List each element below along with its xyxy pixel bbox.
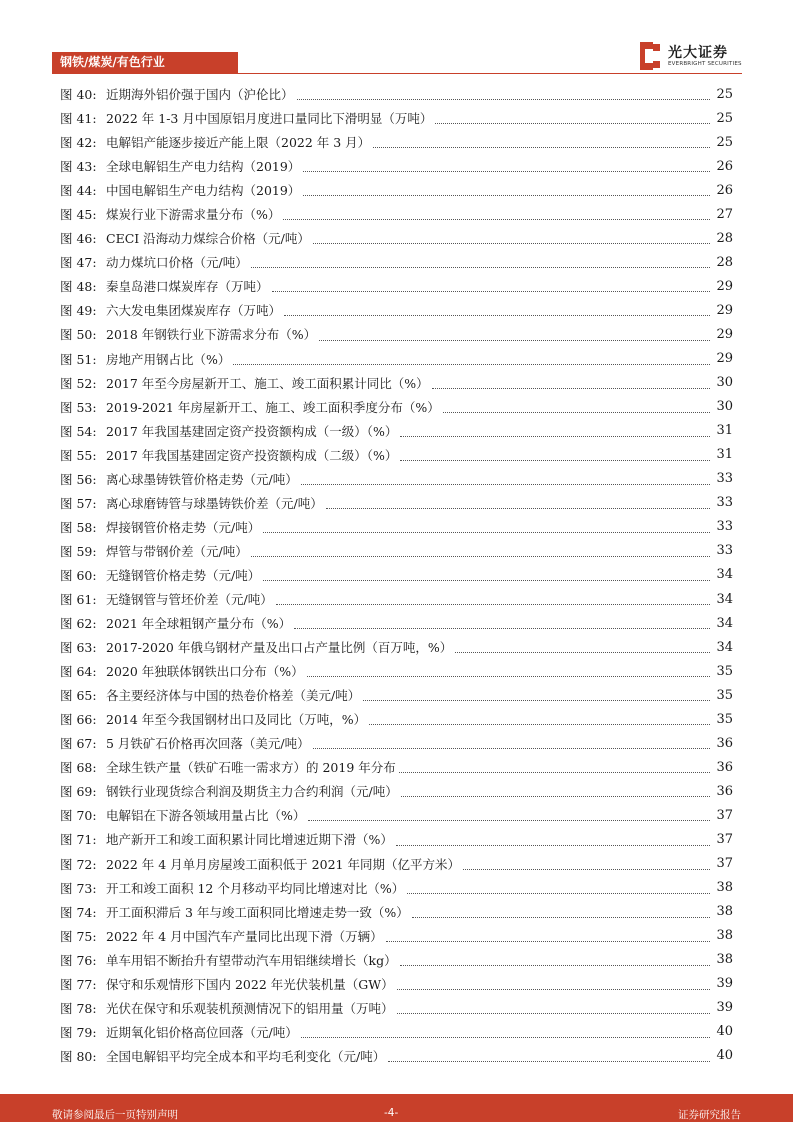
figure-title: 2017 年我国基建固定资产投资额构成（一级）（%） [106, 423, 398, 439]
figure-label: 图 65: [60, 688, 97, 704]
dot-leader [319, 339, 710, 341]
figure-title: 焊管与带钢价差（元/吨） [106, 543, 248, 559]
figure-title: 焊接钢管价格走势（元/吨） [106, 519, 261, 535]
toc-entry[interactable] [60, 852, 733, 876]
figure-label: 图 73: [60, 880, 97, 896]
figure-page-number: 36 [716, 735, 733, 751]
dot-leader [412, 916, 710, 918]
figure-title: 钢铁行业现货综合利润及期货主力合约利润（元/吨） [106, 784, 398, 800]
figure-title: CECI 沿海动力煤综合价格（元/吨） [106, 231, 310, 247]
figure-title: 电解铝产能逐步接近产能上限（2022 年 3 月） [106, 135, 371, 151]
figure-title: 近期海外铝价强于国内（沪伦比） [106, 87, 294, 103]
dot-leader [301, 1036, 710, 1038]
company-logo [638, 40, 748, 72]
figure-title: 开工面积滞后 3 年与竣工面积同比增速走势一致（%） [106, 904, 409, 920]
dot-leader [432, 387, 710, 389]
toc-entry[interactable] [60, 82, 733, 106]
figure-title: 光伏在保守和乐观装机预测情况下的铝用量（万吨） [106, 1000, 394, 1016]
figure-page-number: 30 [716, 399, 733, 415]
figure-title: 全球生铁产量（铁矿石唯一需求方）的 2019 年分布 [106, 760, 396, 776]
figure-label: 图 56: [60, 471, 97, 487]
figure-page-number: 29 [716, 351, 733, 367]
figure-title: 2020 年独联体钢铁出口分布（%） [106, 664, 304, 680]
toc-entry[interactable] [60, 827, 733, 851]
figure-title: 近期氧化铝价格高位回落（元/吨） [106, 1024, 298, 1040]
dot-leader [399, 771, 710, 773]
figure-label: 图 42: [60, 135, 97, 151]
figure-label: 图 60: [60, 567, 97, 583]
dot-leader [400, 964, 710, 966]
figure-title: 2017-2020 年俄乌钢材产量及出口占产量比例（百万吨，%） [106, 640, 453, 656]
figure-page-number: 38 [716, 880, 733, 896]
figure-label: 图 48: [60, 279, 97, 295]
figure-label: 图 69: [60, 784, 97, 800]
figure-title: 全国电解铝平均完全成本和平均毛利变化（元/吨） [106, 1048, 386, 1064]
toc-entry[interactable] [60, 443, 733, 467]
toc-entry[interactable] [60, 563, 733, 587]
figure-label: 图 70: [60, 808, 97, 824]
figure-page-number: 38 [716, 928, 733, 944]
figure-title: 离心球磨铸管与球墨铸铁价差（元/吨） [106, 495, 323, 511]
figure-label: 图 46: [60, 231, 97, 247]
figure-title: 开工和竣工面积 12 个月移动平均同比增速对比（%） [106, 880, 405, 896]
dot-leader [272, 290, 710, 292]
toc-entry[interactable] [60, 659, 733, 683]
dot-leader [276, 603, 710, 605]
figure-label: 图 44: [60, 183, 97, 199]
toc-entry[interactable] [60, 322, 733, 346]
dot-leader [301, 483, 710, 485]
section-label: 钢铁/煤炭/有色行业 [52, 52, 238, 73]
figure-label: 图 51: [60, 351, 97, 367]
figure-page-number: 31 [716, 447, 733, 463]
figure-title: 2017 年我国基建固定资产投资额构成（二级）（%） [106, 447, 398, 463]
dot-leader [463, 868, 710, 870]
toc-entry[interactable] [60, 1044, 733, 1068]
dot-leader [284, 314, 710, 316]
figure-label: 图 71: [60, 832, 97, 848]
figure-label: 图 77: [60, 976, 97, 992]
figure-page-number: 29 [716, 326, 733, 342]
dot-leader [363, 699, 710, 701]
dot-leader [455, 651, 710, 653]
dot-leader [313, 747, 710, 749]
figure-title: 全球电解铝生产电力结构（2019） [106, 159, 301, 175]
toc-entry[interactable] [60, 803, 733, 827]
dot-leader [373, 146, 710, 148]
dot-leader [397, 1012, 710, 1014]
figure-title: 房地产用钢占比（%） [106, 351, 231, 367]
figure-page-number: 25 [716, 134, 733, 150]
figure-label: 图 40: [60, 87, 97, 103]
figure-label: 图 80: [60, 1048, 97, 1064]
figure-title: 六大发电集团煤炭库存（万吨） [106, 303, 282, 319]
dot-leader [400, 459, 710, 461]
dot-leader [435, 122, 710, 124]
figure-title: 电解铝在下游各领域用量占比（%） [106, 808, 306, 824]
dot-leader [369, 723, 710, 725]
dot-leader [263, 531, 710, 533]
toc-entry[interactable] [60, 250, 733, 274]
figure-label: 图 76: [60, 952, 97, 968]
figure-label: 图 79: [60, 1024, 97, 1040]
toc-entry[interactable] [60, 900, 733, 924]
dot-leader [388, 1060, 710, 1062]
figure-title: 中国电解铝生产电力结构（2019） [106, 183, 301, 199]
figure-title: 2022 年 4 月中国汽车产量同比出现下滑（万辆） [106, 928, 383, 944]
figure-page-number: 37 [716, 856, 733, 872]
dot-leader [263, 579, 710, 581]
dot-leader [313, 242, 710, 244]
figure-page-number: 38 [716, 952, 733, 968]
dot-leader [308, 819, 710, 821]
toc-entry[interactable] [60, 154, 733, 178]
dot-leader [303, 194, 710, 196]
figure-page-number: 36 [716, 783, 733, 799]
figure-title: 无缝钢管价格走势（元/吨） [106, 567, 261, 583]
figure-page-number: 29 [716, 302, 733, 318]
figure-label: 图 58: [60, 519, 97, 535]
toc-entry[interactable] [60, 587, 733, 611]
figure-page-number: 25 [716, 110, 733, 126]
figure-label: 图 62: [60, 616, 97, 632]
dot-leader [397, 988, 710, 990]
toc-entry[interactable] [60, 611, 733, 635]
header-divider [52, 73, 742, 74]
toc-entry[interactable] [60, 1020, 733, 1044]
figure-title: 无缝钢管与管坯价差（元/吨） [106, 592, 273, 607]
figure-label: 图 57: [60, 495, 97, 511]
figure-page-number: 35 [716, 711, 733, 727]
figure-page-number: 31 [716, 423, 733, 439]
dot-leader [233, 363, 710, 365]
figure-label: 图 53: [60, 399, 97, 415]
figure-page-number: 40 [716, 1048, 733, 1064]
figure-label: 图 63: [60, 640, 97, 656]
figure-page-number: 33 [716, 519, 733, 535]
figure-label: 图 64: [60, 664, 97, 680]
figure-label: 图 49: [60, 303, 97, 319]
figure-label: 图 52: [60, 375, 97, 391]
dot-leader [251, 555, 710, 557]
figure-label: 图 45: [60, 207, 97, 223]
figure-label: 图 78: [60, 1000, 97, 1016]
figure-label: 图 55: [60, 447, 97, 463]
toc-entry[interactable] [60, 106, 733, 130]
dot-leader [297, 98, 710, 100]
figure-label: 图 43: [60, 159, 97, 175]
toc-entry[interactable] [60, 298, 733, 322]
figure-title: 2017 年至今房屋新开工、施工、竣工面积累计同比（%） [106, 375, 429, 391]
figure-page-number: 33 [716, 543, 733, 559]
figure-label: 图 75: [60, 928, 97, 944]
toc-entry[interactable] [60, 515, 733, 539]
logo-text-cn: 光大证券 [668, 45, 728, 61]
figure-page-number: 35 [716, 663, 733, 679]
toc-entry[interactable] [60, 491, 733, 515]
logo-mark-icon [638, 40, 662, 72]
figure-title: 单车用铝不断抬升有望带动汽车用铝继续增长（kg） [106, 952, 397, 968]
figure-page-number: 34 [716, 639, 733, 655]
figure-title: 2019-2021 年房屋新开工、施工、竣工面积季度分布（%） [106, 399, 440, 415]
toc-entry[interactable] [60, 755, 733, 779]
figure-page-number: 40 [716, 1024, 733, 1040]
figure-page-number: 36 [716, 759, 733, 775]
toc-entry[interactable] [60, 972, 733, 996]
figure-title: 2018 年钢铁行业下游需求分布（%） [106, 327, 317, 343]
figure-title: 5 月铁矿石价格再次回落（美元/吨） [106, 736, 310, 752]
figure-page-number: 26 [716, 158, 733, 174]
figure-page-number: 34 [716, 591, 733, 607]
footer-report-type: 证券研究报告 [678, 1109, 741, 1121]
toc-entry[interactable] [60, 948, 733, 972]
toc-entry[interactable] [60, 178, 733, 202]
dot-leader [400, 435, 710, 437]
figure-label: 图 68: [60, 760, 97, 776]
toc-entry[interactable] [60, 347, 733, 371]
figure-label: 图 50: [60, 327, 97, 343]
figure-title: 煤炭行业下游需求量分布（%） [106, 207, 281, 223]
toc-entry[interactable] [60, 731, 733, 755]
footer-disclaimer: 敬请参阅最后一页特别声明 [52, 1109, 178, 1121]
figure-title: 保守和乐观情形下国内 2022 年光伏装机量（GW） [106, 976, 394, 992]
toc-entry[interactable] [60, 707, 733, 731]
figure-page-number: 28 [716, 230, 733, 246]
toc-entry[interactable] [60, 130, 733, 154]
figure-page-number: 33 [716, 471, 733, 487]
figure-label: 图 54: [60, 423, 97, 439]
figure-page-number: 37 [716, 831, 733, 847]
figure-label: 图 66: [60, 712, 97, 728]
figure-label: 图 61: [60, 592, 97, 607]
toc-entry[interactable] [60, 371, 733, 395]
figure-label: 图 41: [60, 111, 97, 127]
figure-title: 各主要经济体与中国的热卷价格差（美元/吨） [106, 688, 361, 704]
dot-leader [307, 675, 710, 677]
figure-title: 动力煤坑口价格（元/吨） [106, 255, 248, 271]
footer-page-number: -4- [384, 1107, 399, 1119]
figure-label: 图 72: [60, 856, 97, 872]
figure-page-number: 25 [716, 86, 733, 102]
figure-title: 2022 年 1-3 月中国原铝月度进口量同比下滑明显（万吨） [106, 111, 433, 127]
figure-page-number: 29 [716, 278, 733, 294]
toc-entry[interactable] [60, 395, 733, 419]
figure-page-number: 39 [716, 1000, 733, 1016]
figure-page-number: 38 [716, 904, 733, 920]
figure-list [60, 82, 733, 1068]
dot-leader [396, 844, 710, 846]
toc-entry[interactable] [60, 539, 733, 563]
figure-page-number: 26 [716, 182, 733, 198]
toc-entry[interactable] [60, 202, 733, 226]
dot-leader [303, 170, 710, 172]
logo-text-en: EVERBRIGHT SECURITIES [668, 61, 742, 67]
toc-entry[interactable] [60, 683, 733, 707]
figure-title: 2021 年全球粗钢产量分布（%） [106, 616, 292, 632]
toc-entry[interactable] [60, 419, 733, 443]
dot-leader [401, 795, 710, 797]
toc-entry[interactable] [60, 467, 733, 491]
toc-entry[interactable] [60, 779, 733, 803]
figure-page-number: 34 [716, 615, 733, 631]
figure-label: 图 59: [60, 543, 97, 559]
toc-entry[interactable] [60, 876, 733, 900]
figure-label: 图 67: [60, 736, 97, 752]
figure-title: 离心球墨铸铁管价格走势（元/吨） [106, 471, 298, 487]
figure-title: 2014 年至今我国钢材出口及同比（万吨，%） [106, 712, 367, 728]
figure-title: 2022 年 4 月单月房屋竣工面积低于 2021 年同期（亿平方米） [106, 856, 460, 872]
figure-label: 图 74: [60, 904, 97, 920]
toc-entry[interactable] [60, 274, 733, 298]
toc-entry[interactable] [60, 635, 733, 659]
figure-page-number: 30 [716, 375, 733, 391]
toc-entry[interactable] [60, 226, 733, 250]
dot-leader [283, 218, 710, 220]
dot-leader [407, 892, 710, 894]
dot-leader [326, 507, 710, 509]
figure-page-number: 33 [716, 495, 733, 511]
toc-entry[interactable] [60, 996, 733, 1020]
figure-title: 秦皇岛港口煤炭库存（万吨） [106, 279, 269, 295]
dot-leader [294, 627, 710, 629]
figure-label: 图 47: [60, 255, 97, 271]
dot-leader [251, 266, 710, 268]
toc-entry[interactable] [60, 924, 733, 948]
footer-bar [0, 1094, 793, 1122]
figure-page-number: 35 [716, 687, 733, 703]
figure-page-number: 39 [716, 976, 733, 992]
figure-title: 地产新开工和竣工面积累计同比增速近期下滑（%） [106, 832, 393, 848]
figure-page-number: 34 [716, 567, 733, 583]
dot-leader [443, 411, 710, 413]
figure-page-number: 28 [716, 254, 733, 270]
figure-page-number: 27 [716, 206, 733, 222]
figure-page-number: 37 [716, 807, 733, 823]
dot-leader [386, 940, 710, 942]
